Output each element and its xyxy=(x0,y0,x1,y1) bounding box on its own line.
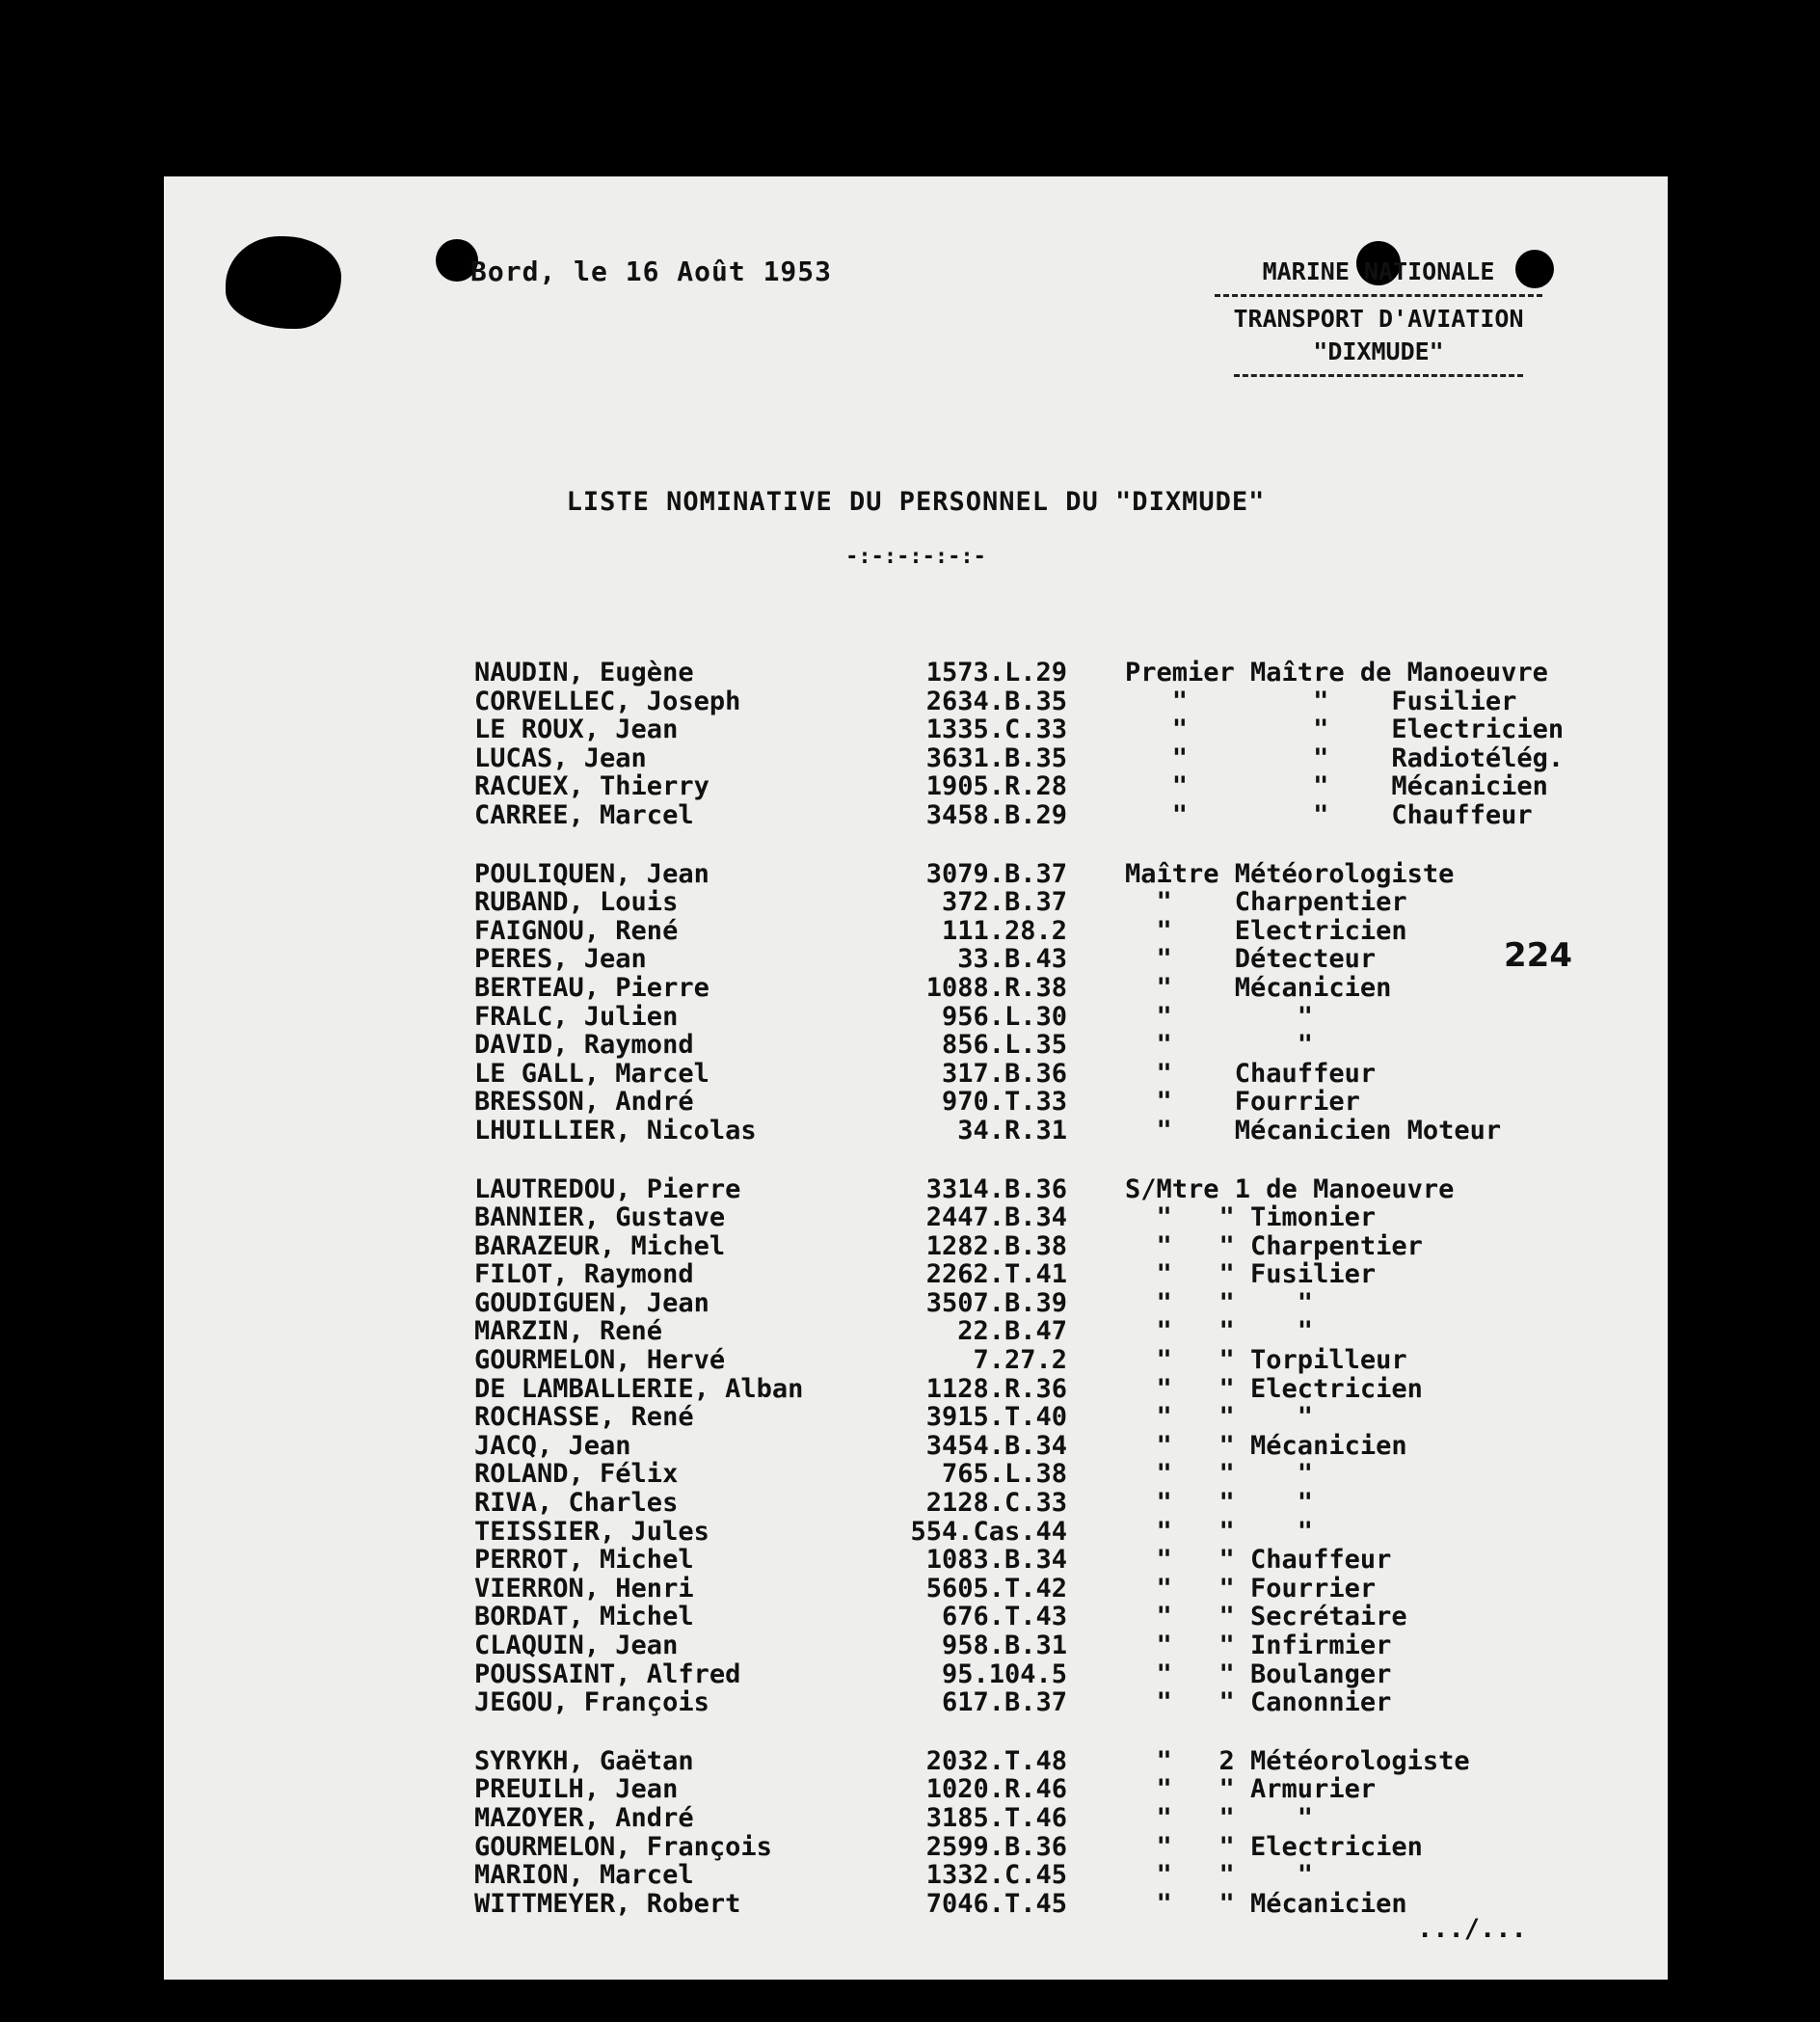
table-row xyxy=(474,888,1660,917)
rank-cell: " " " xyxy=(1125,1803,1314,1833)
document-page xyxy=(164,176,1668,1980)
rank-cell: " 2 Météorologiste xyxy=(1125,1746,1470,1776)
matricule-cell: 2634.B.35 xyxy=(925,686,1067,716)
name-cell: LHUILLIER, Nicolas xyxy=(474,1116,757,1146)
personnel-list xyxy=(474,659,1660,1948)
matricule-cell: 958.B.31 xyxy=(941,1631,1067,1660)
table-row xyxy=(474,715,1660,744)
table-row xyxy=(474,1631,1660,1660)
rank-cell: " " Electricien xyxy=(1125,1832,1423,1862)
rank-cell: " " Mécanicien xyxy=(1125,1431,1407,1461)
separator-line xyxy=(1234,374,1523,377)
table-row xyxy=(474,945,1660,974)
matricule-cell: 3631.B.35 xyxy=(925,742,1067,773)
rank-cell: " " Chauffeur xyxy=(1125,800,1533,830)
rank-cell: " " " xyxy=(1125,1288,1314,1318)
name-cell: ROLAND, Félix xyxy=(474,1460,679,1490)
table-row xyxy=(474,1232,1660,1261)
matricule-cell: 1128.R.36 xyxy=(925,1373,1067,1404)
matricule-cell: 111.28.2 xyxy=(941,915,1067,946)
matricule-cell: 3314.B.36 xyxy=(925,1173,1067,1204)
rank-cell: " " Radiotélég. xyxy=(1125,743,1565,773)
rank-cell: " " Charpentier xyxy=(1125,1231,1423,1261)
table-row xyxy=(474,1861,1660,1890)
matricule-cell: 2447.B.34 xyxy=(925,1202,1067,1233)
table-row xyxy=(474,1346,1660,1375)
table-row xyxy=(474,917,1660,946)
matricule-cell: 5605.T.42 xyxy=(925,1573,1067,1604)
name-cell: ROCHASSE, René xyxy=(474,1403,694,1432)
rank-cell: " " " xyxy=(1125,1460,1314,1490)
rank-cell: " " Infirmier xyxy=(1125,1631,1392,1660)
matricule-cell: 1573.L.29 xyxy=(925,658,1067,687)
rank-cell: " Charpentier xyxy=(1125,888,1407,917)
name-cell: CARREE, Marcel xyxy=(474,800,694,830)
rank-cell: " " Secrétaire xyxy=(1125,1603,1407,1631)
personnel-group xyxy=(474,860,1660,1146)
matricule-cell: 1083.B.34 xyxy=(925,1545,1067,1576)
matricule-cell: 3454.B.34 xyxy=(925,1430,1067,1461)
stamped-number: 224 xyxy=(1504,936,1572,975)
name-cell: VIERRON, Henri xyxy=(474,1574,694,1604)
rank-cell: " " Electricien xyxy=(1125,1374,1423,1404)
rank-cell: " " " xyxy=(1125,1861,1314,1890)
table-row xyxy=(474,1660,1660,1689)
matricule-cell: 3185.T.46 xyxy=(925,1802,1067,1833)
rank-cell: " " Fusilier xyxy=(1125,1260,1377,1289)
table-row xyxy=(474,974,1660,1003)
name-cell: GOUDIGUEN, Jean xyxy=(474,1288,709,1318)
name-cell: DAVID, Raymond xyxy=(474,1031,694,1060)
table-row xyxy=(474,1775,1660,1804)
name-cell: GOURMELON, François xyxy=(474,1832,772,1862)
table-row xyxy=(474,1088,1660,1117)
rank-cell: " " Mécanicien xyxy=(1125,772,1548,801)
name-cell: WITTMEYER, Robert xyxy=(474,1889,741,1919)
matricule-cell: 676.T.43 xyxy=(941,1602,1067,1632)
name-cell: BORDAT, Michel xyxy=(474,1603,694,1631)
name-cell: RACUEX, Thierry xyxy=(474,772,709,801)
rank-cell: " " xyxy=(1125,1002,1314,1032)
document-title: LISTE NOMINATIVE DU PERSONNEL DU "DIXMUDE" xyxy=(566,487,1266,517)
table-row xyxy=(474,860,1660,889)
name-cell: DE LAMBALLERIE, Alban xyxy=(474,1374,804,1404)
name-cell: RIVA, Charles xyxy=(474,1489,679,1518)
matricule-cell: 765.L.38 xyxy=(941,1459,1067,1490)
rank-cell: S/Mtre 1 de Manoeuvre xyxy=(1125,1174,1455,1204)
rank-cell: " " xyxy=(1125,1031,1314,1060)
name-cell: CLAQUIN, Jean xyxy=(474,1631,679,1660)
table-row xyxy=(474,1518,1660,1547)
rank-cell: " " Timonier xyxy=(1125,1203,1377,1232)
organization-header xyxy=(1186,256,1571,383)
rank-cell: " " " xyxy=(1125,1403,1314,1432)
table-row xyxy=(474,1289,1660,1318)
matricule-cell: 1335.C.33 xyxy=(925,714,1067,745)
matricule-cell: 1088.R.38 xyxy=(925,972,1067,1003)
table-row xyxy=(474,659,1660,687)
matricule-cell: 1905.R.28 xyxy=(925,771,1067,802)
name-cell: LAUTREDOU, Pierre xyxy=(474,1174,741,1204)
rank-cell: " Mécanicien Moteur xyxy=(1125,1116,1502,1146)
table-row xyxy=(474,1603,1660,1631)
matricule-cell: 3915.T.40 xyxy=(925,1402,1067,1433)
matricule-cell: 7.27.2 xyxy=(973,1345,1067,1376)
table-row xyxy=(474,1003,1660,1032)
rank-cell: Premier Maître de Manoeuvre xyxy=(1125,659,1548,687)
rank-cell: " " " xyxy=(1125,1517,1314,1547)
table-row xyxy=(474,1175,1660,1204)
title-ornament: -:-:-:-:-:- xyxy=(845,545,986,569)
matricule-cell: 2128.C.33 xyxy=(925,1488,1067,1519)
name-cell: JEGOU, François xyxy=(474,1688,709,1717)
document-date: Bord, le 16 Août 1953 xyxy=(470,256,833,287)
name-cell: PERROT, Michel xyxy=(474,1546,694,1575)
name-cell: PREUILH, Jean xyxy=(474,1775,679,1804)
name-cell: FILOT, Raymond xyxy=(474,1260,694,1289)
separator-line xyxy=(1215,294,1542,297)
name-cell: MARZIN, René xyxy=(474,1317,663,1347)
table-row xyxy=(474,1804,1660,1833)
table-row xyxy=(474,1575,1660,1604)
matricule-cell: 372.B.37 xyxy=(941,887,1067,918)
matricule-cell: 1282.B.38 xyxy=(925,1230,1067,1261)
name-cell: SYRYKH, Gaëtan xyxy=(474,1746,694,1776)
name-cell: PERES, Jean xyxy=(474,945,647,974)
table-row xyxy=(474,744,1660,773)
name-cell: MAZOYER, André xyxy=(474,1803,694,1833)
table-row xyxy=(474,1546,1660,1575)
matricule-cell: 2262.T.41 xyxy=(925,1259,1067,1290)
org-line-3: "DIXMUDE" xyxy=(1313,337,1444,365)
name-cell: FAIGNOU, René xyxy=(474,916,679,946)
matricule-cell: 3507.B.39 xyxy=(925,1287,1067,1318)
rank-cell: " Electricien xyxy=(1125,916,1407,946)
matricule-cell: 2599.B.36 xyxy=(925,1831,1067,1862)
rank-cell: " " Electricien xyxy=(1125,715,1565,744)
name-cell: JACQ, Jean xyxy=(474,1431,631,1461)
matricule-cell: 856.L.35 xyxy=(941,1030,1067,1061)
matricule-cell: 3079.B.37 xyxy=(925,858,1067,889)
table-row xyxy=(474,1833,1660,1862)
table-row xyxy=(474,1031,1660,1060)
table-row xyxy=(474,772,1660,801)
name-cell: POULIQUEN, Jean xyxy=(474,859,709,889)
matricule-cell: 1020.R.46 xyxy=(925,1774,1067,1805)
rank-cell: " Fourrier xyxy=(1125,1088,1360,1117)
rank-cell: " " Fusilier xyxy=(1125,687,1517,716)
table-row xyxy=(474,801,1660,830)
name-cell: NAUDIN, Eugène xyxy=(474,659,694,687)
personnel-group xyxy=(474,1747,1660,1919)
personnel-group xyxy=(474,1175,1660,1717)
name-cell: GOURMELON, Hervé xyxy=(474,1346,726,1375)
name-cell: BARAZEUR, Michel xyxy=(474,1231,726,1261)
matricule-cell: 2032.T.48 xyxy=(925,1745,1067,1776)
table-row xyxy=(474,1375,1660,1404)
rank-cell: " " Armurier xyxy=(1125,1775,1377,1804)
name-cell: CORVELLEC, Joseph xyxy=(474,687,741,716)
matricule-cell: 7046.T.45 xyxy=(925,1888,1067,1919)
matricule-cell: 617.B.37 xyxy=(941,1687,1067,1718)
matricule-cell: 3458.B.29 xyxy=(925,799,1067,830)
name-cell: LE ROUX, Jean xyxy=(474,715,679,744)
table-row xyxy=(474,1260,1660,1289)
org-line-1: MARINE NATIONALE xyxy=(1262,257,1495,285)
name-cell: TEISSIER, Jules xyxy=(474,1517,709,1547)
ink-blot xyxy=(226,236,341,329)
name-cell: BRESSON, André xyxy=(474,1088,694,1117)
table-row xyxy=(474,1489,1660,1518)
personnel-group xyxy=(474,659,1660,830)
matricule-cell: 554.Cas.44 xyxy=(910,1516,1067,1547)
name-cell: RUBAND, Louis xyxy=(474,888,679,917)
table-row xyxy=(474,1317,1660,1346)
name-cell: LE GALL, Marcel xyxy=(474,1059,709,1089)
matricule-cell: 956.L.30 xyxy=(941,1001,1067,1032)
matricule-cell: 22.B.47 xyxy=(957,1316,1067,1347)
rank-cell: " " Canonnier xyxy=(1125,1688,1392,1717)
table-row xyxy=(474,1060,1660,1089)
rank-cell: " " Fourrier xyxy=(1125,1574,1377,1604)
name-cell: POUSSAINT, Alfred xyxy=(474,1659,741,1689)
name-cell: FRALC, Julien xyxy=(474,1002,679,1032)
table-row xyxy=(474,1203,1660,1232)
table-row xyxy=(474,1460,1660,1489)
name-cell: MARION, Marcel xyxy=(474,1861,694,1890)
table-row xyxy=(474,1747,1660,1776)
rank-cell: " " " xyxy=(1125,1489,1314,1518)
rank-cell: " Chauffeur xyxy=(1125,1059,1377,1089)
rank-cell: " " " xyxy=(1125,1317,1314,1347)
rank-cell: " Mécanicien xyxy=(1125,973,1392,1003)
table-row xyxy=(474,1432,1660,1461)
rank-cell: " Détecteur xyxy=(1125,945,1377,974)
matricule-cell: 34.R.31 xyxy=(957,1115,1067,1146)
rank-cell: " " Chauffeur xyxy=(1125,1546,1392,1575)
table-row xyxy=(474,1117,1660,1146)
name-cell: LUCAS, Jean xyxy=(474,743,647,773)
table-row xyxy=(474,1403,1660,1432)
matricule-cell: 33.B.43 xyxy=(957,944,1067,975)
name-cell: BERTEAU, Pierre xyxy=(474,973,709,1003)
matricule-cell: 317.B.36 xyxy=(941,1058,1067,1089)
rank-cell: " " Boulanger xyxy=(1125,1659,1392,1689)
rank-cell: " " Torpilleur xyxy=(1125,1346,1407,1375)
table-row xyxy=(474,1688,1660,1717)
matricule-cell: 1332.C.45 xyxy=(925,1860,1067,1891)
rank-cell: " " Mécanicien xyxy=(1125,1889,1407,1919)
org-line-2: TRANSPORT D'AVIATION xyxy=(1233,305,1524,333)
matricule-cell: 970.T.33 xyxy=(941,1087,1067,1118)
matricule-cell: 95.104.5 xyxy=(941,1658,1067,1689)
rank-cell: Maître Météorologiste xyxy=(1125,859,1455,889)
table-row xyxy=(474,687,1660,716)
continuation-mark: .../... xyxy=(1417,1914,1527,1944)
name-cell: BANNIER, Gustave xyxy=(474,1203,726,1232)
